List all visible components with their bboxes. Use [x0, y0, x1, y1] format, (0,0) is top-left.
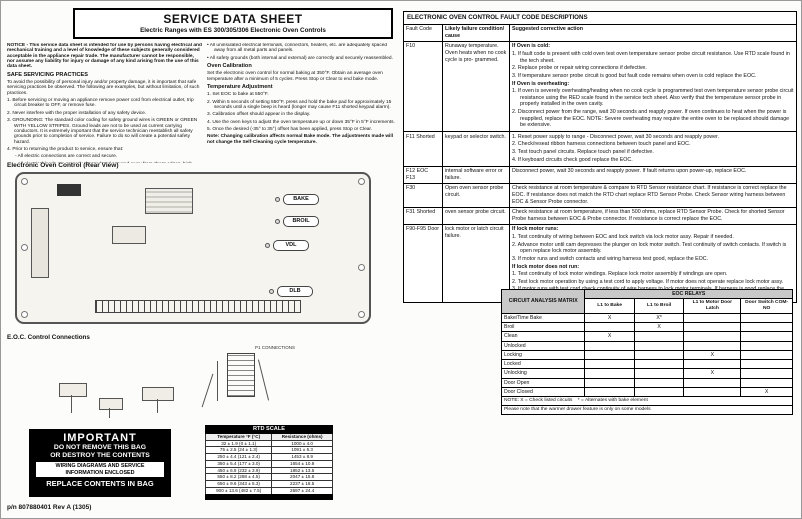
table-row: [206, 454, 333, 461]
matrix-cell: [634, 378, 683, 387]
matrix-cell: X: [585, 313, 635, 322]
notice-paragraph: [7, 43, 202, 70]
rtd-res: 1654 ± 10.8: [272, 460, 333, 467]
fault-table-header-row: [404, 24, 797, 41]
matrix-cell: [585, 369, 635, 378]
safe-servicing-title: SAFE SERVICING PRACTICES: [7, 71, 89, 78]
rtd-res: 1852 ± 13.5: [272, 467, 333, 474]
matrix-cell: [741, 360, 793, 369]
matrix-row-clean: [502, 332, 793, 341]
matrix-footer: Please note that the warmer drawer feature is only on some models: [502, 405, 793, 414]
component-symbol: [99, 398, 123, 410]
vdl-terminal-label: VDL: [273, 240, 309, 251]
p1-plug: [227, 353, 255, 397]
board-connector-block: [57, 184, 81, 196]
matrix-row-bake: [502, 313, 793, 322]
adjustment-step-4: 4. Use the oven keys to adjust the oven temperature up or down 35°F in 5°F increments.: [207, 119, 395, 125]
fault-row-f11: [404, 132, 797, 166]
matrix-row-locking: [502, 350, 793, 359]
matrix-row-door-closed: [502, 387, 793, 396]
action-line: 3. If motor runs and switch contacts and wiring harness test good, replace the EOC.: [512, 255, 709, 262]
matrix-cell: [741, 313, 793, 322]
rtd-col-temperature: Temperature °F (°C): [206, 433, 272, 440]
col-l1-bake: L1 to Bake: [585, 299, 635, 314]
fault-code: [404, 166, 443, 183]
adjustment-step-5: 5. Once the desired (-35° to 35°) offset has been applied, press Stop or Clear.: [207, 127, 373, 133]
matrix-cell: [634, 387, 683, 396]
action-line: 4. If keyboard circuits check good replace the EOC.: [512, 156, 633, 163]
mounting-hole: [358, 264, 365, 271]
rtd-temp: 650 ± 9.6 (343 ± 5.3): [206, 481, 272, 488]
matrix-row-label: Broil: [502, 323, 585, 332]
col-fault-code: Fault Code: [404, 24, 443, 41]
important-line-4: WIRING DIAGRAMS AND SERVICE: [55, 463, 145, 470]
board-component: [112, 226, 146, 244]
action-line: 2. Test lock motor operation by using a test cord to apply voltage. If motor does not operate replace lock motor assy.: [512, 278, 784, 285]
matrix-cell: [741, 378, 793, 387]
matrix-cell: [741, 350, 793, 359]
action-line: If lock motor runs:: [512, 226, 559, 233]
matrix-cell: [634, 341, 683, 350]
important-title: IMPORTANT: [63, 432, 137, 444]
terminal-post: [269, 289, 274, 294]
oven-calibration-text: Set the electronic oven control for normal baking at 350°F. Obtain an average oven temperature after a minimum of 5 cycles. Press Stop or Clear to end bake mode.: [207, 71, 383, 82]
fault-code-table: [403, 11, 797, 303]
circuit-analysis-matrix: [501, 289, 793, 415]
action-line: 2. Check/reseat ribbon harness connections between touch panel and EOC.: [512, 141, 691, 148]
matrix-cell: [585, 350, 635, 359]
fault-row-f31: [404, 207, 797, 224]
wire: [109, 408, 110, 418]
eoc-rear-view-title: Electronic Oven Control (Rear View): [7, 162, 119, 169]
fault-cause: internal software error or failure.: [443, 166, 510, 183]
notice-text: This service data sheet is intended for use by persons having electrical and mechanical training and a level of knowledge of these subjects generally considered acceptable in the appliance repair trade. The manufacturer cannot be responsible, nor assume any liability for injury or damage of any kind arising from the use of this data sheet.: [7, 43, 202, 70]
matrix-row-label: Door Closed: [502, 387, 585, 396]
rtd-col-resistance: Resistance (ohms): [272, 433, 333, 440]
fault-cause: Open oven sensor probe circuit.: [443, 183, 510, 207]
rtd-res: 1000 ± 4.0: [272, 440, 333, 447]
eoc-connections-diagram: [7, 343, 395, 423]
safe-item-4: 4. Prior to returning the product to service, ensure that:: [7, 147, 124, 152]
matrix-row-locked: [502, 360, 793, 369]
matrix-footer-row: [502, 405, 793, 414]
matrix-row-label: Clean: [502, 332, 585, 341]
matrix-cell: [634, 350, 683, 359]
fault-code: F11 Shorted: [404, 132, 443, 166]
terminal-post: [275, 197, 280, 202]
rtd-res: 2697 ± 24.4: [272, 487, 333, 494]
action-line: If Oven is cold:: [512, 43, 550, 50]
action-line: Check resistance at room temperature & compare to RTD Sensor resistance chart. If resistance is correct replace the EOC. If resistance does not match the RTD chart replace RTD Sensor Probe. Check Sensor wiring harness between EOC & Sensor Probe connector.: [512, 185, 787, 205]
fault-code: F31 Shorted: [404, 207, 443, 224]
matrix-note-asterisk: * = Alternates with bake element: [577, 398, 648, 404]
fault-code-line: F13: [406, 174, 416, 181]
fault-action: [510, 41, 797, 131]
eoc-board-diagram: [15, 172, 371, 324]
action-line: 2. Advance motor until cam depresses the plunger on lock motor switch. Test continuity of switch contacts. If switch is open replace lock motor assembly.: [512, 241, 787, 255]
matrix-cell: [634, 360, 683, 369]
safe-servicing-intro: To avoid the possibility of personal injury and/or property damage, it is important that safe servicing practices be observed. The following are examples, but without limitation, of such practices.: [7, 80, 200, 96]
table-row: [206, 447, 333, 454]
important-bag-notice: [29, 429, 171, 497]
wire: [217, 361, 218, 401]
matrix-cell: [741, 341, 793, 350]
oven-calibration-title: Oven Calibration: [207, 63, 252, 70]
fault-code: F90-F95 Door: [404, 224, 443, 302]
adjustment-step-3: 3. Calibration offset should appear in the display.: [207, 112, 311, 118]
col-door-switch: Door Switch COM-NO: [741, 299, 793, 314]
matrix-cell: [585, 341, 635, 350]
wire: [71, 395, 72, 413]
rtd-res: 1453 ± 8.9: [272, 454, 333, 461]
fault-action: [510, 183, 797, 207]
matrix-cell: [741, 369, 793, 378]
rtd-title: RTD SCALE: [206, 426, 333, 434]
matrix-cell: X: [684, 350, 741, 359]
table-row: [206, 467, 333, 474]
terminal-post: [275, 219, 280, 224]
wire: [258, 360, 269, 401]
matrix-cell: X: [741, 387, 793, 396]
right-half: [401, 1, 802, 519]
bullet-grounds: • All safety grounds (both internal and external) are correctly and securely reassembled.: [207, 55, 393, 61]
matrix-row-label: Locked: [502, 360, 585, 369]
fault-cause: keypad or selector switch.: [443, 132, 510, 166]
rtd-temp: 350 ± 5.4 (177 ± 3.0): [206, 460, 272, 467]
matrix-cell: [684, 332, 741, 341]
matrix-note-row: [502, 397, 793, 406]
action-line: 1. Test continuity of wiring between EOC and lock switch via lock motor assy. Repair if needed.: [512, 234, 734, 241]
matrix-cell: [585, 360, 635, 369]
p1-connections-label: P1 CONNECTIONS: [255, 345, 296, 350]
fault-action: [510, 166, 797, 183]
matrix-row-label: Bake/Time Bake: [502, 313, 585, 322]
matrix-title: CIRCUIT ANALYSIS MATRIX: [502, 290, 585, 314]
mounting-hole: [21, 178, 28, 185]
matrix-cell: X: [585, 332, 635, 341]
table-row: [206, 474, 333, 481]
action-line: If lock motor does not run:: [512, 263, 580, 270]
action-line: Disconnect power, wait 30 seconds and reapply power. If fault returns upon power-up, replace EOC.: [512, 168, 747, 175]
table-row: [206, 440, 333, 447]
board-transformer: [31, 208, 49, 278]
bake-terminal-label: BAKE: [283, 194, 319, 205]
calibration-note: Note: Changing calibration affects normal Bake mode. The adjustments made will not change the Self-Cleaning cycle temperature.: [207, 134, 394, 145]
broil-terminal-label: BROIL: [283, 216, 319, 227]
action-line: 2. Disconnect power from the range, wait 30 seconds and reapply power. If oven continues to heat when the power is reapplied, replace the EOC. NOTE: Severe overheating may require the entire oven to be replaced should damage be extensive.: [512, 108, 790, 129]
adjustment-step-2: 2. Within 5 seconds of setting 550°F, press and hold the bake pad for approximately 15 seconds until a single beep is heard (longer may cause F11 shorted keypad alarm).: [207, 99, 392, 111]
matrix-cell: [585, 323, 635, 332]
matrix-cell: [684, 378, 741, 387]
matrix-cell: [585, 378, 635, 387]
matrix-cell: X: [684, 369, 741, 378]
matrix-row-label: Unlocking: [502, 369, 585, 378]
action-line: 1. Test continuity of lock motor windings. Replace lock motor assembly if windings are open.: [512, 271, 728, 278]
left-half: [1, 1, 401, 519]
temperature-adjustment-title: Temperature Adjustment: [207, 84, 273, 91]
mounting-hole: [21, 311, 28, 318]
matrix-row-label: Locking: [502, 350, 585, 359]
fault-cause: Runaway temperature. Oven heats when no cook cycle is pro- grammed.: [443, 41, 510, 131]
adjustment-step-1: 1. Set EOC to bake at 550°F.: [207, 92, 269, 98]
matrix-cell: X*: [634, 313, 683, 322]
matrix-cell: X: [634, 323, 683, 332]
page-subtitle: Electric Ranges with ES 300/305/306 Electronic Oven Controls: [140, 27, 326, 34]
action-line: 1. Reset power supply to range - Disconnect power, wait 30 seconds and reapply power.: [512, 133, 719, 140]
rtd-bottom-bar: [205, 494, 333, 500]
matrix-cell: [684, 387, 741, 396]
page-title: SERVICE DATA SHEET: [163, 12, 303, 26]
fault-table-title: ELECTRONIC OVEN CONTROL FAULT CODE DESCRIPTIONS: [404, 12, 797, 25]
matrix-cell: [684, 323, 741, 332]
matrix-cell: [741, 323, 793, 332]
rtd-res: 2237 ± 18.5: [272, 481, 333, 488]
matrix-cell: [585, 387, 635, 396]
part-number: p/n 807880401 Rev A (1305): [7, 504, 92, 511]
matrix-cell: [684, 360, 741, 369]
col-corrective-action: Suggested corrective action: [510, 24, 797, 41]
action-line: Check resistance at room temperature, if less than 500 ohms, replace RTD Sensor Probe. Check for shorted Sensor Probe harness between EOC & Probe connector. If resistance is correct replace the EOC.: [512, 209, 785, 222]
safe-item-2: 2. Never interfere with the proper installation of any safety device.: [7, 110, 147, 116]
matrix-cell: [684, 341, 741, 350]
wire: [202, 374, 214, 408]
col-l1-broil: L1 to Broil: [634, 299, 683, 314]
matrix-row-label: Unlocked: [502, 341, 585, 350]
fault-action: [510, 207, 797, 224]
component-symbol: [142, 387, 174, 401]
action-line: 3. If temperature sensor probe circuit is good but fault code remains when oven is cold replace the EOC.: [512, 72, 757, 79]
matrix-note: [502, 397, 793, 406]
action-line: If Oven is overheating:: [512, 80, 570, 87]
col-likely-failure: Likely failure condition/ cause: [443, 24, 510, 41]
matrix-title-row: [502, 290, 793, 299]
dlb-terminal-label: DLB: [277, 286, 313, 297]
matrix-note-x: NOTE: X = Check listed circuits: [504, 398, 573, 404]
important-line-2: DO NOT REMOVE THIS BAG: [53, 444, 147, 451]
action-line: 1. If fault code is present with cold oven test oven temperature sensor probe circuit resistance. Use RTD scale found in the tech sheet.: [512, 51, 790, 64]
safe-item-3: 3. GROUNDING: The standard color coding for safety ground wires is GREEN or GREEN WITH YELLOW STRIPES. Ground leads are not to be used as current carrying conductors. It is extremely important that the service technician reestablish all safety grounds prior to completion of service. Failure to do so will create a potential safety hazard.: [7, 118, 198, 145]
fault-row-f10: [404, 41, 797, 131]
fault-cause: oven sensor probe circuit.: [443, 207, 510, 224]
rtd-res: 1091 ± 5.3: [272, 447, 333, 454]
safe-item-4a: - All electric connections are correct and secure.: [15, 154, 118, 160]
notice-column: [7, 43, 202, 163]
p1-pin-strip: [95, 300, 301, 313]
rtd-temp: 32 ± 1.9 (0 ± 1.1): [206, 440, 272, 447]
rtd-temp: 900 ± 13.6 (482 ± 7.5): [206, 487, 272, 494]
rtd-scale-table: [205, 425, 333, 495]
fault-cause: lock motor or latch circuit failure.: [443, 224, 510, 302]
action-line: 3. Test touch panel circuits. Replace touch panel if defective.: [512, 149, 654, 155]
matrix-row-unlocking: [502, 369, 793, 378]
safe-item-1: 1. Before servicing or moving an appliance remove power cord from electrical outlet, trip circuit breaker to OFF, or remove fuse.: [7, 98, 194, 109]
eoc-relays-title: EOC RELAYS: [585, 290, 793, 299]
notice-lead: NOTICE -: [7, 43, 29, 48]
rtd-temp: 250 ± 4.4 (121 ± 2.4): [206, 454, 272, 461]
important-line-3: OR DESTROY THE CONTENTS: [50, 452, 150, 460]
fault-code-line: F12 EOC: [406, 168, 429, 175]
eoc-connections-title: E.O.C. Control Connections: [7, 334, 90, 341]
terminal-post: [265, 243, 270, 248]
rtd-temp: 550 ± 8.2 (288 ± 4.5): [206, 474, 272, 481]
wire: [157, 399, 158, 413]
bullet-terminals: • All uninsulated electrical terminals, connectors, heaters, etc. are adequately spaced away from all metal parts and panels.: [207, 43, 388, 54]
matrix-cell: [634, 369, 683, 378]
rtd-temp: 75 ± 2.5 (24 ± 1.3): [206, 447, 272, 454]
fault-row-f12-f13: [404, 166, 797, 183]
important-line-5: INFORMATION ENCLOSED: [65, 469, 135, 476]
matrix-row-door-open: [502, 378, 793, 387]
action-line: 2. Replace probe or repair wiring connections if defective.: [512, 65, 647, 72]
fault-code: F30: [404, 183, 443, 207]
col-l1-motor: L1 to Motor Door Latch: [684, 299, 741, 314]
important-line-6: REPLACE CONTENTS IN BAG: [46, 479, 154, 489]
sheet-header: [73, 8, 393, 39]
matrix-cell: [741, 332, 793, 341]
table-row: [206, 481, 333, 488]
action-line: 1. If oven is severely overheating/heating when no cook cycle is programmed test oven temperature sensor probe circuit resistance using the RED scale found in the service tech sheet. Also verify that the temperature sensor probe in properly installed in the oven cavity.: [512, 88, 794, 108]
matrix-row-unlocked: [502, 341, 793, 350]
calibration-column: [207, 43, 396, 163]
mounting-hole: [358, 178, 365, 185]
component-symbol: [59, 383, 87, 397]
mounting-hole: [358, 311, 365, 318]
fault-action: [510, 132, 797, 166]
matrix-cell: [634, 332, 683, 341]
mounting-hole: [21, 244, 28, 251]
rtd-temp: 450 ± 6.9 (232 ± 3.9): [206, 467, 272, 474]
matrix-cell: [684, 313, 741, 322]
board-relay-block: [145, 188, 193, 214]
important-inner-box: [36, 462, 164, 477]
fault-row-f30: [404, 183, 797, 207]
matrix-row-label: Door Open: [502, 378, 585, 387]
matrix-row-broil: [502, 323, 793, 332]
fault-code: F10: [404, 41, 443, 131]
rtd-res: 2047 ± 15.8: [272, 474, 333, 481]
table-row: [206, 460, 333, 467]
